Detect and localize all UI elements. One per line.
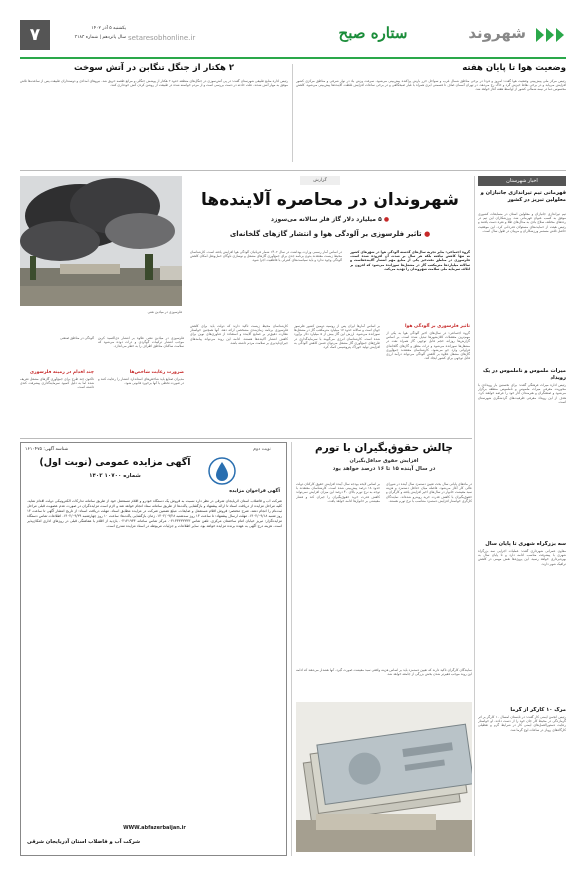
wage-body-2: بر اساس لایحه بودجه سال آینده افزایش حقوق کارکنان دولت حدود ۱۸ درصد پیش‌بینی شده است. کارشناسان معتقدند با توجه به نرخ تورم بالای ۴۰ درصد این میزان افزایش نمی‌تواند کاهش قدرت خرید حقوق‌بگیران را جبران کند و فشار معیشتی بر خانوارها ادامه خواهد یافت. [296, 482, 380, 503]
section-arrows-icon [534, 26, 566, 44]
main-story-rule [20, 438, 472, 439]
wage-body-1: در ماه‌های پایانی سال بحث تعیین دستمزد سال آینده در شورای عالی کار آغاز می‌شود. فاصله میان حداقل دستمزد و هزینه سبد معیشت خانوار در سال‌های اخیر افزایش یافته و کارگران و حقوق‌بگیران با کاهش قدرت خرید روبه‌رو شده‌اند. نمایندگان کارگری خواستار افزایش دستمزد متناسب با نرخ تورم هستند. [386, 482, 472, 503]
wage-story [296, 440, 472, 858]
side-note-2 [20, 336, 94, 366]
photo-caption: فلرسوزی در میادین نفتی [147, 310, 182, 314]
tender-ad [20, 442, 287, 856]
bullet-text: ۵ میلیارد دلار گاز فلر سالانه می‌سوزد [270, 216, 382, 223]
story-kicker: گزارش [300, 176, 340, 185]
issue-line: سال پانزدهم | شماره ۳۱۸۳ [74, 35, 126, 40]
forest-fire-story [20, 63, 288, 163]
sidebar [478, 176, 566, 856]
body-column-right [386, 324, 470, 432]
bullet-dot-icon: ● [381, 216, 390, 223]
section-label: شهروند [468, 24, 526, 42]
forest-fire-headline: ۲ هکتار از جنگل تنگابن در آتش سوخت [73, 63, 235, 73]
ad-footer: شرکت آب و فاضلاب استان آذربایجان شرقی [27, 839, 141, 845]
ad-number: شماره ۱۰۷۰۰ ۱۴۰۲ [89, 473, 141, 479]
weather-headline: وضعیت هوا تا پایان هفته [462, 63, 566, 73]
ad-body: شرکت آب و فاضلاب استان آذربایجان شرقی در نظر دارد نسبت به فروش یک دستگاه خودرو و اقلام مستعمل خود از طریق سامانه تدارکات الکترونیکی دولت اقدام نماید. کلیه مراحل مزایده از دریافت اسناد تا ارائه پیشنهاد و بازگشایی پاکت‌ها از طریق سامانه ستاد انجام خواهد شد و لازم است مزایده‌گران در صورت عدم عضویت قبلی مراحل ثبت‌نام را انجام دهند. شرح مختصر: فروش اقلام مستعمل و ضایعات. مبلغ تضمین شرکت در مزایده مطابق اسناد. مهلت دریافت اسناد: از تاریخ انتشار آگهی تا ساعت ۱۴ روز شنبه ۱۴۰۲/۰۹/۱۸. مهلت ارسال پیشنهاد: تا ساعت ۱۴ روز سه‌شنبه ۱۴۰۲/۰۹/۲۸. زمان بازگشایی پاکت‌ها: ساعت ۱۰ روز چهارشنبه ۱۴۰۲/۰۹/۲۹. اطلاعات تماس دستگاه مزایده‌گزار: تبریز خیابان امام ساختمان مرکزی. تلفن تماس ۰۴۱۳۳۳۳۳۳۳۳. مرکز تماس سامانه ۰۲۱۴۱۹۳۴. بازدید از اقلام با هماهنگی قبلی در روزهای اداری امکان‌پذیر است. هزینه درج آگهی به عهده برنده مزایده خواهد بود. سایر اطلاعات و جزئیات مربوطه در اسناد مزایده مندرج است. [27, 499, 282, 529]
banknotes-photo [296, 702, 472, 852]
top-divider [292, 64, 293, 162]
side-note-body: فلرسوزی در میادین نفتی علاوه بر انتشار دی‌اکسید کربن موجب انتشار ترکیبات گوگردی و ذرات دوده می‌شود که سلامت ساکنان مناطق اطراف را به خطر می‌اندازد. [98, 336, 184, 349]
body-column-middle: بر اساس آمارها ایران پس از روسیه دومین کشور فلرسوز جهان است و سالانه حدود ۱۷ میلیارد مترمکعب گاز در مشعل‌ها سوزانده می‌شود. ارزش این گاز بیش از ۵ میلیارد دلار برآورد شده است. کارشناسان انرژی می‌گویند با سرمایه‌گذاری در طرح‌های جمع‌آوری گاز مشعل می‌توان ضمن کاهش آلودگی به افزایش تولید خوراک پتروشیمی کمک کرد. [294, 324, 380, 350]
sidebar-item [478, 541, 566, 699]
sidebar-item-body: رئیس اداره میراث فرهنگی گفت: برای نخستین بار رویدادی با محوریت معرفی میراث ملموس و ناملموس منطقه برگزار می‌شود و صنعتگران و هنرمندان آثار خود را عرضه خواهند کرد. هدف از این رویداد معرفی ظرفیت‌های گردشگری شهرستان است. [478, 383, 566, 404]
wage-subhead-2: در سال آینده ۱۵ تا ۱۶ درصد خواهد بود [332, 466, 436, 472]
side-note-body: آلودگی در مناطق صنعتی [60, 336, 94, 340]
main-headline: شهروندان در محاصره آلاینده‌ها [201, 190, 459, 210]
wage-body-3: نمایندگان کارگران تاکید دارند که تعیین دستمزد باید بر اساس هزینه واقعی سبد معیشت صورت گیرد. آنها هشدار می‌دهند که ادامه این روند موجب فقیرتر شدن بخش بزرگی از جامعه خواهد شد. [296, 668, 472, 677]
body-column-left: کارشناسان محیط زیست تاکید دارند که دولت باید برای کاهش فلرسوزی برنامه زمان‌بندی مشخصی ارائه دهد. آنها همچنین خواستار نظارت دقیق‌تر بر صنایع آلاینده و استفاده از فناوری‌های نوین برای کاهش انتشار آلاینده‌ها هستند. ادامه این روند می‌تواند پیامدهای جبران‌ناپذیری بر سلامت مردم داشته باشد. [190, 324, 288, 345]
wage-divider [291, 442, 292, 856]
top-row-rule [20, 170, 566, 171]
weather-story [296, 63, 566, 163]
ad-title: آگهی مزایده عمومی (نوبت اول) [39, 457, 191, 468]
headline-bullet-2 [190, 230, 470, 242]
sidebar-item [478, 190, 566, 360]
wage-headline: چالش حقوق‌بگیران با تورم [315, 442, 453, 454]
wage-subhead-1: افزایش حقوق حداقل‌بگیران [349, 458, 419, 464]
ad-subtitle: آگهی فراخوان مزایده [229, 489, 280, 494]
weather-body: رئیس مرکز ملی پیش‌بینی وضعیت هوا گفت: امروز و فردا در برخی مناطق شمال غرب و سواحل خزر بارش پراکنده پیش‌بینی می‌شود. سرعت وزش باد در نوار شرقی و مناطق مرکزی کشور افزایش می‌یابد و در برخی نقاط خیزش گرد و خاک رخ می‌دهد. در تهران آسمان صاف تا قسمتی ابری همراه با غبار صبحگاهی و در برخی ساعات افزایش غلظت آلاینده‌ها پیش‌بینی می‌شود. کاهش محسوس دما در نیمه شمالی کشور از اواسط هفته آغاز خواهد شد. [296, 79, 566, 92]
side-note-body: تاکنون چند طرح برای جمع‌آوری گازهای مشعل تعریف شده اما به دلیل کمبود سرمایه‌گذاری پیشرفت کندی داشته است. [20, 377, 94, 390]
website-label: setaresobhonline.ir [128, 34, 196, 42]
headline-bullet-1 [190, 216, 470, 226]
ad-id: شناسه آگهی: ۱۶۱۰۴۷۵ [25, 447, 69, 452]
side-note-title: ضرورت رعایت شاخص‌ها [129, 370, 184, 375]
body-subhead: تاثیر فلرسوزی بر آلودگی هوا [404, 324, 470, 329]
sidebar-item-body: معاون عمرانی شهرداری گفت: عملیات اجرایی سه بزرگراه شهری با پیشرفت مناسب ادامه دارد و تا پایان سال به بهره‌برداری خواهد رسید. این پروژه‌ها نقش مهمی در کاهش ترافیک شهر دارند. [478, 549, 566, 566]
sidebar-item-title: مرگ ۱۰ کارگر از گرما [510, 707, 566, 713]
bullet-dot-icon: ● [421, 230, 431, 238]
sidebar-item-title: میراث ملموس و ناملموس در یک رویداد [482, 368, 566, 381]
body-text: گروه اجتماعی: در سال‌های اخیر آلودگی هوا به یکی از مهم‌ترین معضلات کلان‌شهرها تبدیل شده است. بر اساس گزارش‌ها روزانه حجم قابل توجهی گاز همراه نفت در مشعل‌ها سوزانده می‌شود و ذرات معلق و گازهای گلخانه‌ای فراوانی وارد جو می‌شود. کارشناسان معتقدند جمع‌آوری گازهای مشعل علاوه بر کاهش آلودگی می‌تواند درآمد ارزی قابل توجهی برای کشور ایجاد کند. [386, 331, 470, 361]
ad-tag: نوبت دوم [253, 447, 271, 452]
sidebar-item-body: تیم تیراندازی جانبازان و معلولین استان در مسابقات کشوری موفق به کسب عنوان قهرمانی شد. ورزشکاران این تیم در رده‌های مختلف سلاح بادی به مدال‌های طلا و نقره دست یافتند و رئیس هیئت از حمایت‌های مسئولان قدردانی کرد. این موفقیت حاصل تلاش مستمر ورزشکاران و مربیان در طول سال است. [478, 212, 566, 233]
ad-website: WWW.abfazerbaijan.ir [123, 825, 186, 831]
bullet-text: تاثیر فلرسوزی بر آلودگی هوا و انتشار گازهای گلخانه‌ای [229, 230, 422, 238]
sidebar-item-body: رئیس انجمن ایمنی کار گفت: در تابستان امسال ۱۰ کارگر بر اثر گرمازدگی در محیط کار جان خود را از دست دادند. او خواستار رعایت دستورالعمل‌های ایمنی کار در شرایط گرم و تعطیلی کارگاه‌های روباز در ساعات اوج گرما شد. [478, 715, 566, 732]
water-company-logo-icon [208, 457, 236, 485]
date-line: یکشنبه ۵ آذر ۱۴۰۲ [91, 26, 126, 31]
page-number: ۷ [20, 20, 50, 50]
side-note-title: چند اقدام در زمینه فلرسوزی [29, 370, 94, 375]
side-note-1 [98, 336, 184, 366]
intro-right: گروه اجتماعی: بنابر تجربه سال‌های گذشته آلودگی هوا در شهرهای کشور نه تنها کاهش نیافته بلکه هر سال بر شدت آن افزوده شده است. فلرسوزی در مناطق نفت‌خیز یکی از منابع مهم انتشار آلاینده‌هاست و سالانه میلیاردها مترمکعب گاز در مشعل‌ها سوزانده می‌شود که افزون بر اتلاف سرمایه ملی سلامت شهروندان را تهدید می‌کند. [350, 250, 470, 271]
sidebar-divider [474, 176, 475, 856]
newspaper-logo: ستاره صبح [338, 24, 408, 42]
sidebar-item-title: قهرمانی تیم تیراندازی جانبازان و معلولین تبریز در کشور [480, 190, 566, 203]
sidebar-item [478, 368, 566, 533]
side-note-body: مدیران صنایع باید شاخص‌های استاندارد انتشار را رعایت کنند و در صورت تخطی با آنها برخورد قانونی شود. [98, 377, 184, 386]
sidebar-label: اخبار شهرستان [478, 176, 566, 186]
forest-fire-body: رئیس اداره منابع طبیعی شهرستان گفت: در پی آتش‌سوزی در جنگل‌های منطقه حدود ۲ هکتار از پوشش جنگلی و مراتع طعمه حریق شد. نیروهای امدادی و دوستداران طبیعت پس از ساعت‌ها تلاش موفق به مهار آتش شدند. علت حادثه در دست بررسی است و از مردم خواسته شده در طبیعت از روشن کردن آتش خودداری کنند. [20, 79, 288, 88]
masthead [20, 20, 566, 60]
header-rule [20, 57, 566, 59]
pollution-photo [20, 176, 182, 306]
sidebar-item-title: سه بزرگراه شهری تا پایان سال [485, 541, 566, 547]
intro-left: در اساس آمار رسمی وزارت بهداشت در سال ۱۴۰۲ شمار قربانیان آلودگی هوا افزایش یافته است. کارشناسان محیط زیست معتقدند بدون برنامه جدی برای جمع‌آوری گازهای مشعل و نوسازی ناوگان حمل‌ونقل امکان کاهش آلودگی وجود ندارد و باید سیاست‌های کنترلی با قاطعیت اجرا شود. [190, 250, 342, 263]
sidebar-item [478, 707, 566, 865]
